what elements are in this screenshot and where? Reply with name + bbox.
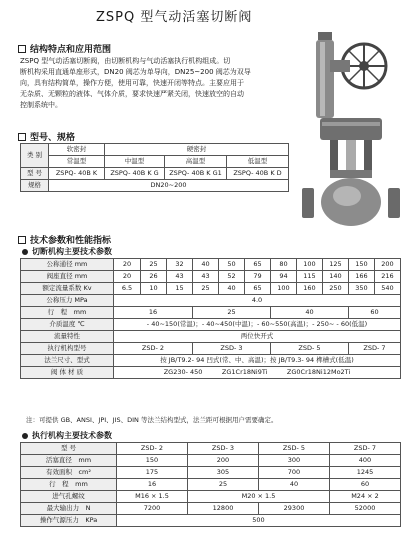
- seat-cell: 216: [375, 271, 401, 283]
- square-bullet-icon: [18, 45, 26, 53]
- model-spec-table: [20, 143, 289, 192]
- inlet-thread-label: 进气孔螺纹: [21, 491, 117, 503]
- normal-temp-header: 常温型: [49, 156, 105, 168]
- seat-cell: 52: [219, 271, 245, 283]
- square-bullet-icon: [18, 133, 26, 141]
- kv-cell: 25: [193, 283, 219, 295]
- dn-cell: 80: [271, 259, 297, 271]
- nominal-pressure-value: 4.0: [114, 295, 401, 307]
- dn-cell: 100: [297, 259, 323, 271]
- round-bullet-icon: [22, 249, 28, 255]
- seat-cell: 20: [114, 271, 141, 283]
- dn-cell: 20: [114, 259, 141, 271]
- seat-cell: 26: [141, 271, 167, 283]
- sub-actuator-heading: [22, 430, 112, 441]
- medium-temp-value: - 40~150(常温)；- 40~450(中温)；- 60~550(高温)；- 250~ - 60(低温): [114, 319, 401, 331]
- actuator-cell: ZSD- 5: [271, 343, 349, 355]
- high-temp-header: 高温型: [165, 156, 227, 168]
- round-bullet-icon: [22, 433, 28, 439]
- actuator-table: [20, 442, 401, 527]
- effective-area-cell: 1245: [330, 467, 401, 479]
- dn-cell: 150: [349, 259, 375, 271]
- intro-line: 断机构采用直通单座形式，DN20 阀芯为单导向，DN25~200 阀芯为双导: [20, 68, 251, 76]
- max-force-cell: 7200: [117, 503, 188, 515]
- section-tech-heading: [18, 233, 111, 246]
- flange-label: 法兰尺寸、型式: [21, 355, 114, 367]
- kv-cell: 6.5: [114, 283, 141, 295]
- category-label: 类 别: [21, 144, 49, 168]
- nominal-diameter-label: 公称通径 mm: [21, 259, 114, 271]
- model-code: ZSPQ- 40B K G1: [165, 168, 227, 180]
- seat-diameter-label: 阀座直径 mm: [21, 271, 114, 283]
- section-model-title: 型号、规格: [30, 133, 76, 143]
- actuator-stroke-cell: 40: [259, 479, 330, 491]
- air-supply-value: 500: [117, 515, 401, 527]
- kv-cell: 250: [323, 283, 349, 295]
- kv-cell: 540: [375, 283, 401, 295]
- kv-cell: 160: [297, 283, 323, 295]
- nominal-pressure-label: 公称压力 MPa: [21, 295, 114, 307]
- section-structure-heading: [18, 42, 111, 55]
- inlet-thread-cell: M24 × 2: [330, 491, 401, 503]
- seat-cell: 94: [271, 271, 297, 283]
- max-force-cell: 52000: [330, 503, 401, 515]
- dn-cell: 25: [141, 259, 167, 271]
- spec-label: 规格: [21, 180, 49, 192]
- model-code: ZSPQ- 40B K G: [105, 168, 165, 180]
- dn-cell: 65: [245, 259, 271, 271]
- kv-cell: 40: [219, 283, 245, 295]
- seat-cell: 140: [323, 271, 349, 283]
- intro-line: 无杂质、无颗粒的液体、气体介质，要求快速严紧关闭，快速放空的自动: [20, 90, 244, 98]
- actuator-type-cell: ZSD- 5: [259, 443, 330, 455]
- sub-cut-title: 切断机构主要技术参数: [32, 247, 112, 256]
- actuator-cell: ZSD- 2: [114, 343, 193, 355]
- actuator-stroke-cell: 16: [117, 479, 188, 491]
- model-code: ZSPQ- 40B K D: [227, 168, 289, 180]
- seat-cell: 79: [245, 271, 271, 283]
- piston-diameter-label: 活塞直径 mm: [21, 455, 117, 467]
- intro-paragraph: [20, 56, 298, 111]
- mid-temp-header: 中温型: [105, 156, 165, 168]
- kv-cell: 65: [245, 283, 271, 295]
- flange-value: 按 JB/T9.2- 94 凹式(常、中、高温)；按 JB/T9.3- 94 榫槽式(低温): [114, 355, 401, 367]
- valve-illustration: [300, 30, 402, 230]
- intro-line: ZSPQ 型气动活塞切断阀，由切断机构与气动活塞执行机构组成。切: [20, 57, 231, 65]
- page-title: ZSPQ 型气动活塞切断阀: [96, 10, 253, 25]
- actuator-type-label: 型 号: [21, 443, 117, 455]
- model-code: ZSPQ- 40B K: [49, 168, 105, 180]
- inlet-thread-cell: M20 × 1.5: [188, 491, 330, 503]
- actuator-cell: ZSD- 3: [193, 343, 271, 355]
- kv-cell: 15: [167, 283, 193, 295]
- body-material-label: 阀 体 材 质: [21, 367, 114, 379]
- stroke-cell: 40: [271, 307, 349, 319]
- effective-area-cell: 305: [188, 467, 259, 479]
- low-temp-header: 低温型: [227, 156, 289, 168]
- section-model-heading: [18, 130, 75, 143]
- footnote: 注：可提供 GB、ANSI、JPI、JIS、DIN 等法兰结构型式，法兰距可根据用户需要确定。: [26, 416, 278, 424]
- actuator-type-cell: ZSD- 7: [330, 443, 401, 455]
- effective-area-label: 有效面积 cm²: [21, 467, 117, 479]
- stroke-cell: 25: [193, 307, 271, 319]
- actuator-model-label: 执行机构型号: [21, 343, 114, 355]
- model-label: 型 号: [21, 168, 49, 180]
- soft-seal-header: 软密封: [49, 144, 105, 156]
- section-structure-title: 结构特点和应用范围: [30, 45, 112, 55]
- effective-area-cell: 175: [117, 467, 188, 479]
- cut-mechanism-table: [20, 258, 401, 379]
- stroke-cell: 60: [349, 307, 401, 319]
- dn-cell: 50: [219, 259, 245, 271]
- max-force-label: 最大输出力 N: [21, 503, 117, 515]
- actuator-stroke-label: 行 程 mm: [21, 479, 117, 491]
- actuator-cell: ZSD- 7: [349, 343, 401, 355]
- dn-cell: 200: [375, 259, 401, 271]
- seat-cell: 43: [167, 271, 193, 283]
- actuator-stroke-cell: 25: [188, 479, 259, 491]
- kv-cell: 10: [141, 283, 167, 295]
- inlet-thread-cell: M16 × 1.5: [117, 491, 188, 503]
- intro-line: 控制系统中。: [20, 101, 62, 109]
- flow-characteristic-value: 两位快开式: [114, 331, 401, 343]
- body-material-value: ZG230- 450 ZG1Cr18Ni9Ti ZG0Cr18Ni12Mo2Ti: [114, 367, 401, 379]
- effective-area-cell: 700: [259, 467, 330, 479]
- max-force-cell: 29300: [259, 503, 330, 515]
- hard-seal-header: 硬密封: [105, 144, 289, 156]
- dn-cell: 125: [323, 259, 349, 271]
- max-force-cell: 12800: [188, 503, 259, 515]
- intro-line: 向，具有结构简单，操作方便，使用可靠，快速开闭等特点。主要应用于: [20, 79, 244, 87]
- dn-cell: 40: [193, 259, 219, 271]
- seat-cell: 43: [193, 271, 219, 283]
- stroke-label: 行 程 mm: [21, 307, 114, 319]
- piston-diameter-cell: 400: [330, 455, 401, 467]
- actuator-stroke-cell: 60: [330, 479, 401, 491]
- sub-cut-heading: [22, 246, 112, 257]
- section-tech-title: 技术参数和性能指标: [30, 236, 112, 246]
- seat-cell: 115: [297, 271, 323, 283]
- flow-coefficient-label: 额定流量系数 Kv: [21, 283, 114, 295]
- piston-diameter-cell: 300: [259, 455, 330, 467]
- dn-cell: 32: [167, 259, 193, 271]
- square-bullet-icon: [18, 236, 26, 244]
- seat-cell: 166: [349, 271, 375, 283]
- stroke-cell: 16: [114, 307, 193, 319]
- piston-diameter-cell: 200: [188, 455, 259, 467]
- piston-diameter-cell: 150: [117, 455, 188, 467]
- sub-actuator-title: 执行机构主要技术参数: [32, 431, 112, 440]
- flow-characteristic-label: 流量特性: [21, 331, 114, 343]
- actuator-type-cell: ZSD- 3: [188, 443, 259, 455]
- actuator-type-cell: ZSD- 2: [117, 443, 188, 455]
- medium-temp-label: 介质温度 ℃: [21, 319, 114, 331]
- kv-cell: 350: [349, 283, 375, 295]
- kv-cell: 100: [271, 283, 297, 295]
- spec-value: DN20~200: [49, 180, 289, 192]
- air-supply-label: 操作气源压力 KPa: [21, 515, 117, 527]
